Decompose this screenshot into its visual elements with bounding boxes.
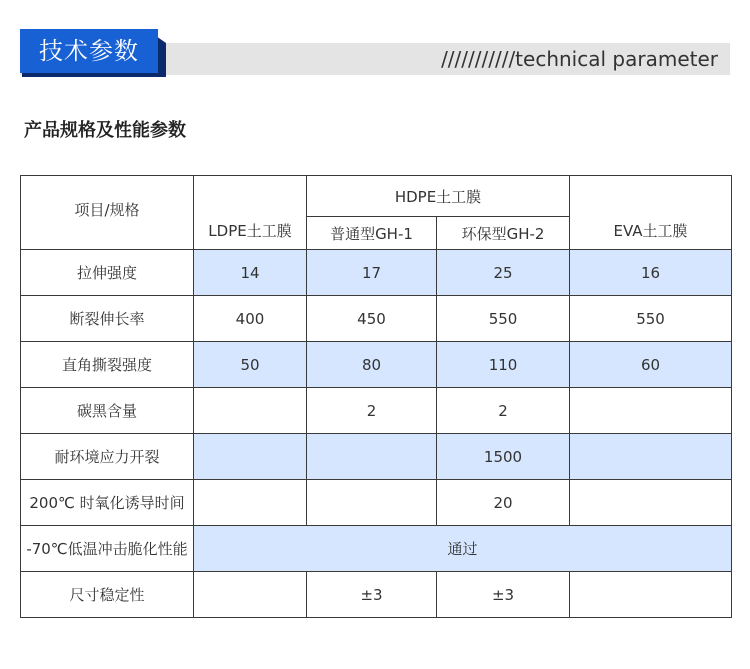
row-label: 断裂伸长率 (21, 296, 194, 342)
cell-gh2: 25 (437, 250, 570, 296)
header-ldpe: LDPE土工膜 (194, 176, 307, 250)
cell-gh2: 550 (437, 296, 570, 342)
cell-eva: 16 (570, 250, 732, 296)
cell-eva: 550 (570, 296, 732, 342)
table-row (21, 480, 732, 526)
header-item: 项目/规格 (21, 176, 194, 250)
cell-ldpe (194, 388, 307, 434)
cell-gh1: 450 (307, 296, 437, 342)
cell-gh2: 1500 (437, 434, 570, 480)
cell-gh1: 17 (307, 250, 437, 296)
header-hdpe: HDPE土工膜 (307, 176, 570, 217)
row-label: 碳黑含量 (21, 388, 194, 434)
row-label: -70℃低温冲击脆化性能 (21, 526, 194, 572)
cell-gh1: 2 (307, 388, 437, 434)
cell-ldpe: 50 (194, 342, 307, 388)
row-label: 尺寸稳定性 (21, 572, 194, 618)
table-header-row (21, 176, 732, 217)
table-row (21, 388, 732, 434)
cell-gh2: 20 (437, 480, 570, 526)
cell-ldpe: 14 (194, 250, 307, 296)
cell-eva: 60 (570, 342, 732, 388)
cell-gh1 (307, 434, 437, 480)
section-title: 产品规格及性能参数 (24, 120, 186, 141)
table-row (21, 572, 732, 618)
header-eva: EVA土工膜 (570, 176, 732, 250)
row-label: 200℃ 时氧化诱导时间 (21, 480, 194, 526)
row-label: 拉伸强度 (21, 250, 194, 296)
table-row (21, 342, 732, 388)
row-label: 耐环境应力开裂 (21, 434, 194, 480)
header-hdpe-gh1: 普通型GH-1 (307, 217, 437, 250)
header-subtitle: ///////////technical parameter (441, 47, 718, 71)
cell-gh1: 80 (307, 342, 437, 388)
cell-gh2: ±3 (437, 572, 570, 618)
header-title: 技术参数 (20, 29, 158, 73)
table-row (21, 526, 732, 572)
cell-merged: 通过 (194, 526, 732, 572)
cell-gh2: 110 (437, 342, 570, 388)
cell-gh2: 2 (437, 388, 570, 434)
cell-ldpe (194, 434, 307, 480)
cell-eva (570, 480, 732, 526)
cell-gh1 (307, 480, 437, 526)
row-label: 直角撕裂强度 (21, 342, 194, 388)
header-hdpe-gh2: 环保型GH-2 (437, 217, 570, 250)
cell-ldpe: 400 (194, 296, 307, 342)
table-row (21, 434, 732, 480)
cell-ldpe (194, 572, 307, 618)
spec-table (20, 175, 732, 618)
cell-gh1: ±3 (307, 572, 437, 618)
cell-ldpe (194, 480, 307, 526)
table-row (21, 250, 732, 296)
table-row (21, 296, 732, 342)
cell-eva (570, 434, 732, 480)
cell-eva (570, 388, 732, 434)
cell-eva (570, 572, 732, 618)
